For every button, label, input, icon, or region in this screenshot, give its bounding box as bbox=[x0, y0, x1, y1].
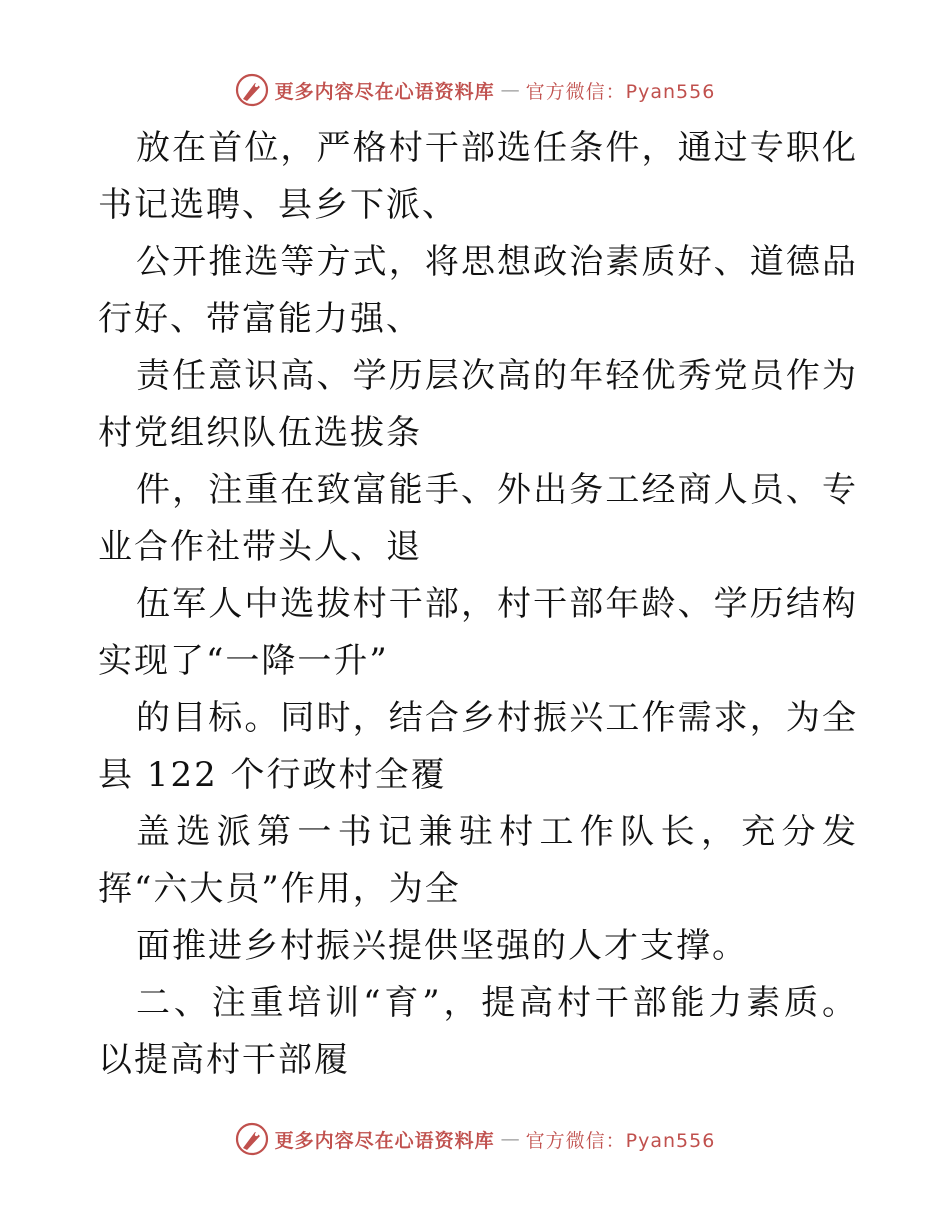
footer-brand-text: 更多内容尽在心语资料库 bbox=[274, 1129, 495, 1152]
paragraph: 面推进乡村振兴提供坚强的人才支撑。 bbox=[136, 926, 748, 966]
pen-nib-logo-icon bbox=[235, 1122, 269, 1156]
footer-separator: — bbox=[500, 1128, 520, 1150]
paragraph: 公开推选等方式，将思想政治素质好、道德品行好、带富能力强、 bbox=[98, 242, 858, 339]
paragraph: 伍军人中选拔村干部，村干部年龄、学历结构实现了“一降一升” bbox=[98, 584, 858, 681]
pen-nib-logo-icon bbox=[235, 73, 269, 107]
header-wechat-text: 官方微信：Pyan556 bbox=[525, 80, 716, 103]
footer-wechat-text: 官方微信：Pyan556 bbox=[525, 1129, 716, 1152]
page-header bbox=[0, 72, 950, 108]
page-footer bbox=[0, 1121, 950, 1157]
header-brand-text: 更多内容尽在心语资料库 bbox=[274, 80, 495, 103]
paragraph: 件，注重在致富能手、外出务工经商人员、专业合作社带头人、退 bbox=[98, 470, 858, 567]
paragraph: 的目标。同时，结合乡村振兴工作需求，为全县 122 个行政村全覆 bbox=[98, 698, 858, 795]
paragraph: 责任意识高、学历层次高的年轻优秀党员作为村党组织队伍选拔条 bbox=[98, 356, 858, 453]
document-body bbox=[98, 120, 858, 1089]
paragraph: 盖选派第一书记兼驻村工作队长，充分发挥“六大员”作用，为全 bbox=[98, 812, 858, 909]
header-separator: — bbox=[500, 79, 520, 101]
section-heading-paragraph: 二、注重培训“育”，提高村干部能力素质。以提高村干部履 bbox=[98, 983, 858, 1080]
paragraph: 放在首位，严格村干部选任条件，通过专职化书记选聘、县乡下派、 bbox=[98, 128, 858, 225]
